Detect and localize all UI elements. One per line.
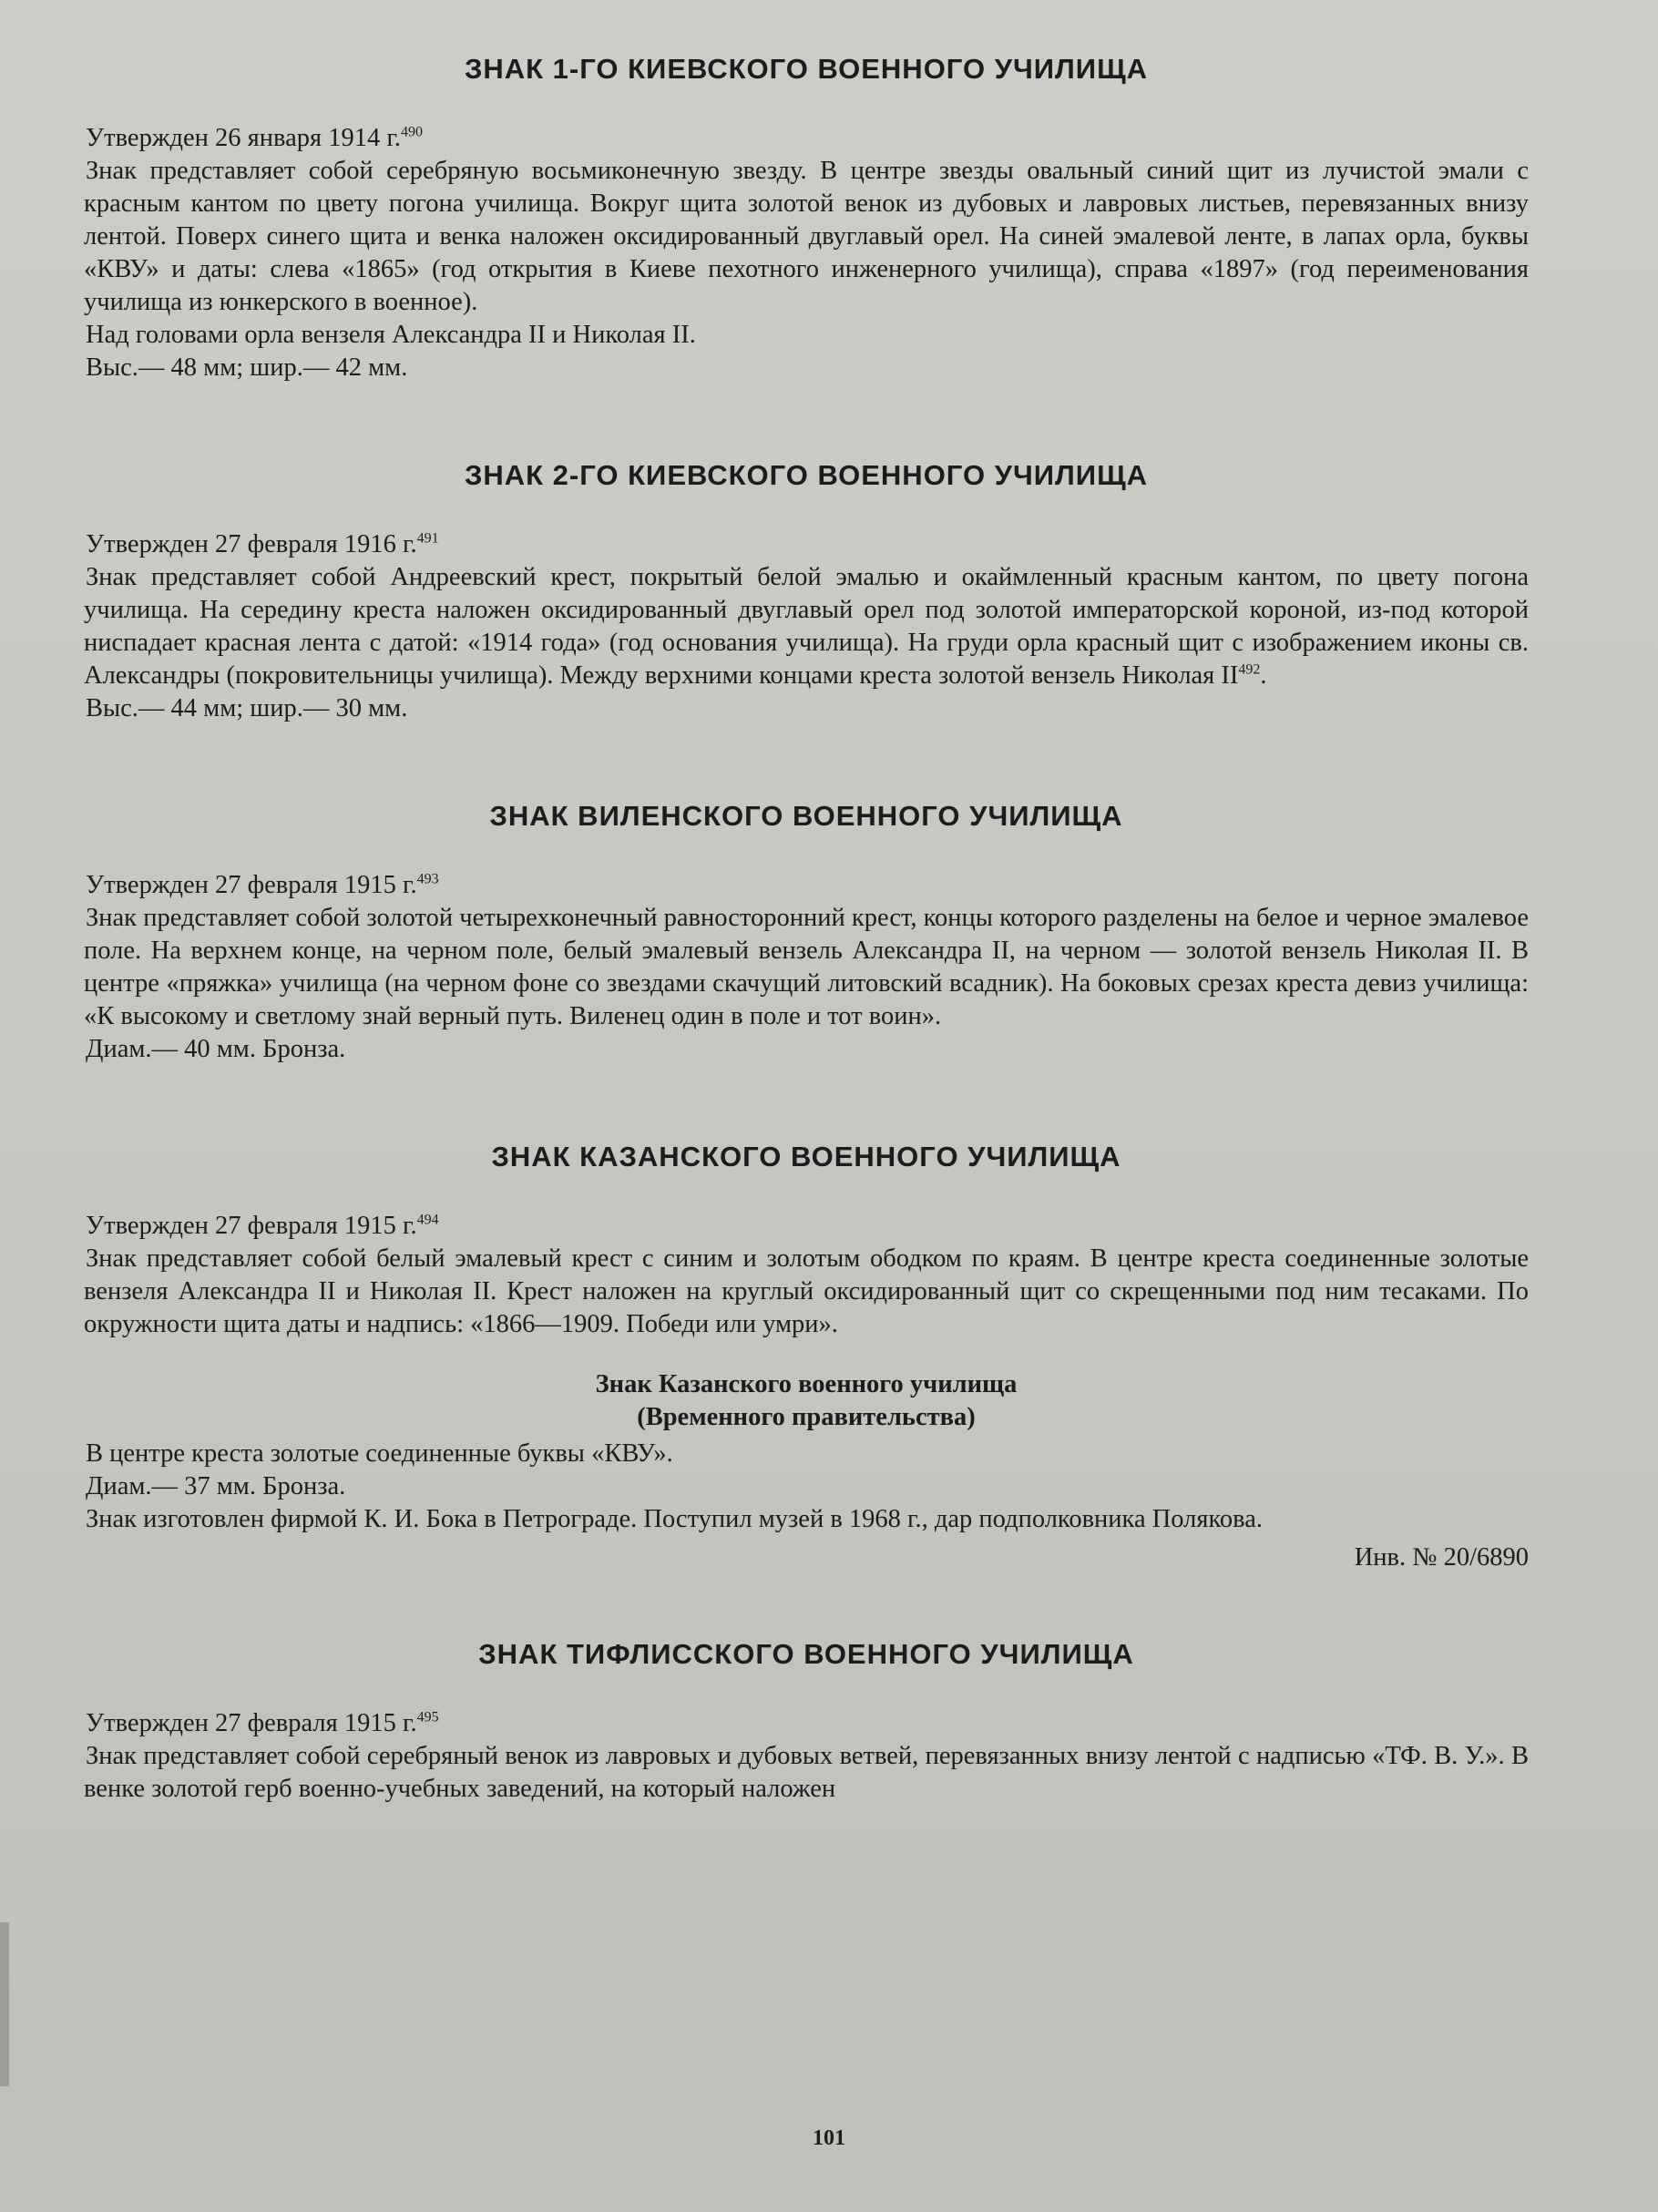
- approval-line: Утвержден 27 февраля 1915 г.$^{494}$: [86, 1212, 439, 1240]
- footnote-ref: 493: [416, 871, 439, 887]
- footnote-ref: 495: [416, 1709, 439, 1726]
- approval-line: Утвержден 26 января 1914 г.$^{490}$: [86, 124, 423, 152]
- approval-line: Утвержден 27 февраля 1916 г.$^{491}$: [86, 530, 439, 558]
- paragraph: Знак представляет собой серебряный венок из лавровых и дубовых ветвей, перевязанных внизу лентой с надписью «ТФ. В. У.». В венке золотой герб военно-учебных заведений, на который наложен: [84, 1742, 1529, 1803]
- footnote-ref: 492: [1238, 661, 1261, 678]
- paragraph: Знак представляет собой золотой четырехконечный равносторонний крест, концы которого разделены на белое и черное эмалевое поле. На верхнем конце, на черном поле, белый эмалевый вензель Александра II, на черном — золотой вензель Николая II. В центре «пряжка» училища (на черном фоне со звездами скачущий литовский всадник). На боковых срезах креста девиз училища: «К высокому и светлому знай верный путь. Виленец один в поле и тот воин».: [84, 904, 1529, 1030]
- paragraph: Знак представляет собой серебряную восьмиконечную звезду. В центре звезды овальный синий щит из лучистой эмали с красным кантом по цвету погона училища. Вокруг щита золотой венок из дубовых и лавровых листьев, перевязанных внизу лентой. Поверх синего щита и венка наложен оксидированный двуглавый орел. На синей эмалевой ленте, в лапах орла, буквы «КВУ» и даты: слева «1865» (год открытия в Киеве пехотного инженерного училища), справа «1897» (год переименования училища из юнкерского в военное).: [84, 157, 1529, 316]
- page-edge: [0, 1922, 9, 2086]
- section-title: ЗНАК ВИЛЕНСКОГО ВОЕННОГО УЧИЛИЩА: [489, 800, 1123, 832]
- section-tiflis: [84, 1638, 1529, 1806]
- footnote-ref: 494: [416, 1212, 439, 1228]
- paragraph: Знак представляет собой белый эмалевый крест с синим и золотым ободком по краям. В центре креста соединенные золотые вензеля Александра II и Николая II. Крест наложен на круглый оксидированный щит со скрещенными под ним тесаками. По окружности щита даты и надпись: «1866—1909. Победи или умри».: [84, 1244, 1529, 1338]
- section-kiev-1: [84, 53, 1529, 384]
- paragraph: Над головами орла вензеля Александра II и Николая II.: [86, 321, 696, 349]
- footnote-ref: 490: [400, 124, 423, 140]
- section-vilna: [84, 800, 1529, 1066]
- dimensions: Выс.— 48 мм; шир.— 42 мм.: [86, 353, 408, 382]
- page-content: [84, 53, 1529, 1880]
- section-kazan: [84, 1141, 1529, 1574]
- paragraph: В центре креста золотые соединенные буквы «КВУ».: [86, 1439, 673, 1468]
- section-kiev-2: [84, 459, 1529, 725]
- dimensions: Диам.— 40 мм. Бронза.: [86, 1035, 346, 1063]
- paragraph: Знак представляет собой Андреевский крест, покрытый белой эмалью и окаймленный красным кантом, по цвету погона училища. На середину креста наложен оксидированный двуглавый орел под золотой императорской короной, из-под которой ниспадает красная лента с датой: «1914 года» (год основания училища). На груди орла красный щит с изображением иконы св. Александры (покровительницы училища). Между верхними концами креста золотой вензель Николая II$^{492}$.: [84, 563, 1529, 690]
- approval-line: Утвержден 27 февраля 1915 г.$^{493}$: [86, 871, 439, 899]
- dimensions: Диам.— 37 мм. Бронза.: [86, 1472, 346, 1500]
- section-title: ЗНАК 2-ГО КИЕВСКОГО ВОЕННОГО УЧИЛИЩА: [464, 459, 1149, 491]
- subsection-title: Знак Казанского военного училища (Временного правительства): [595, 1370, 1018, 1431]
- paragraph: Знак изготовлен фирмой К. И. Бока в Петрограде. Поступил музей в 1968 г., дар подполковника Полякова.: [86, 1505, 1264, 1533]
- approval-line: Утвержден 27 февраля 1915 г.$^{495}$: [86, 1709, 439, 1737]
- page-number: 101: [813, 2126, 845, 2150]
- footnote-ref: 491: [416, 530, 439, 547]
- dimensions: Выс.— 44 мм; шир.— 30 мм.: [86, 694, 408, 722]
- section-title: ЗНАК КАЗАНСКОГО ВОЕННОГО УЧИЛИЩА: [491, 1141, 1121, 1173]
- inventory-number: Инв. № 20/6890: [1354, 1543, 1529, 1572]
- section-title: ЗНАК ТИФЛИССКОГО ВОЕННОГО УЧИЛИЩА: [478, 1638, 1134, 1670]
- section-title: ЗНАК 1-ГО КИЕВСКОГО ВОЕННОГО УЧИЛИЩА: [464, 53, 1149, 85]
